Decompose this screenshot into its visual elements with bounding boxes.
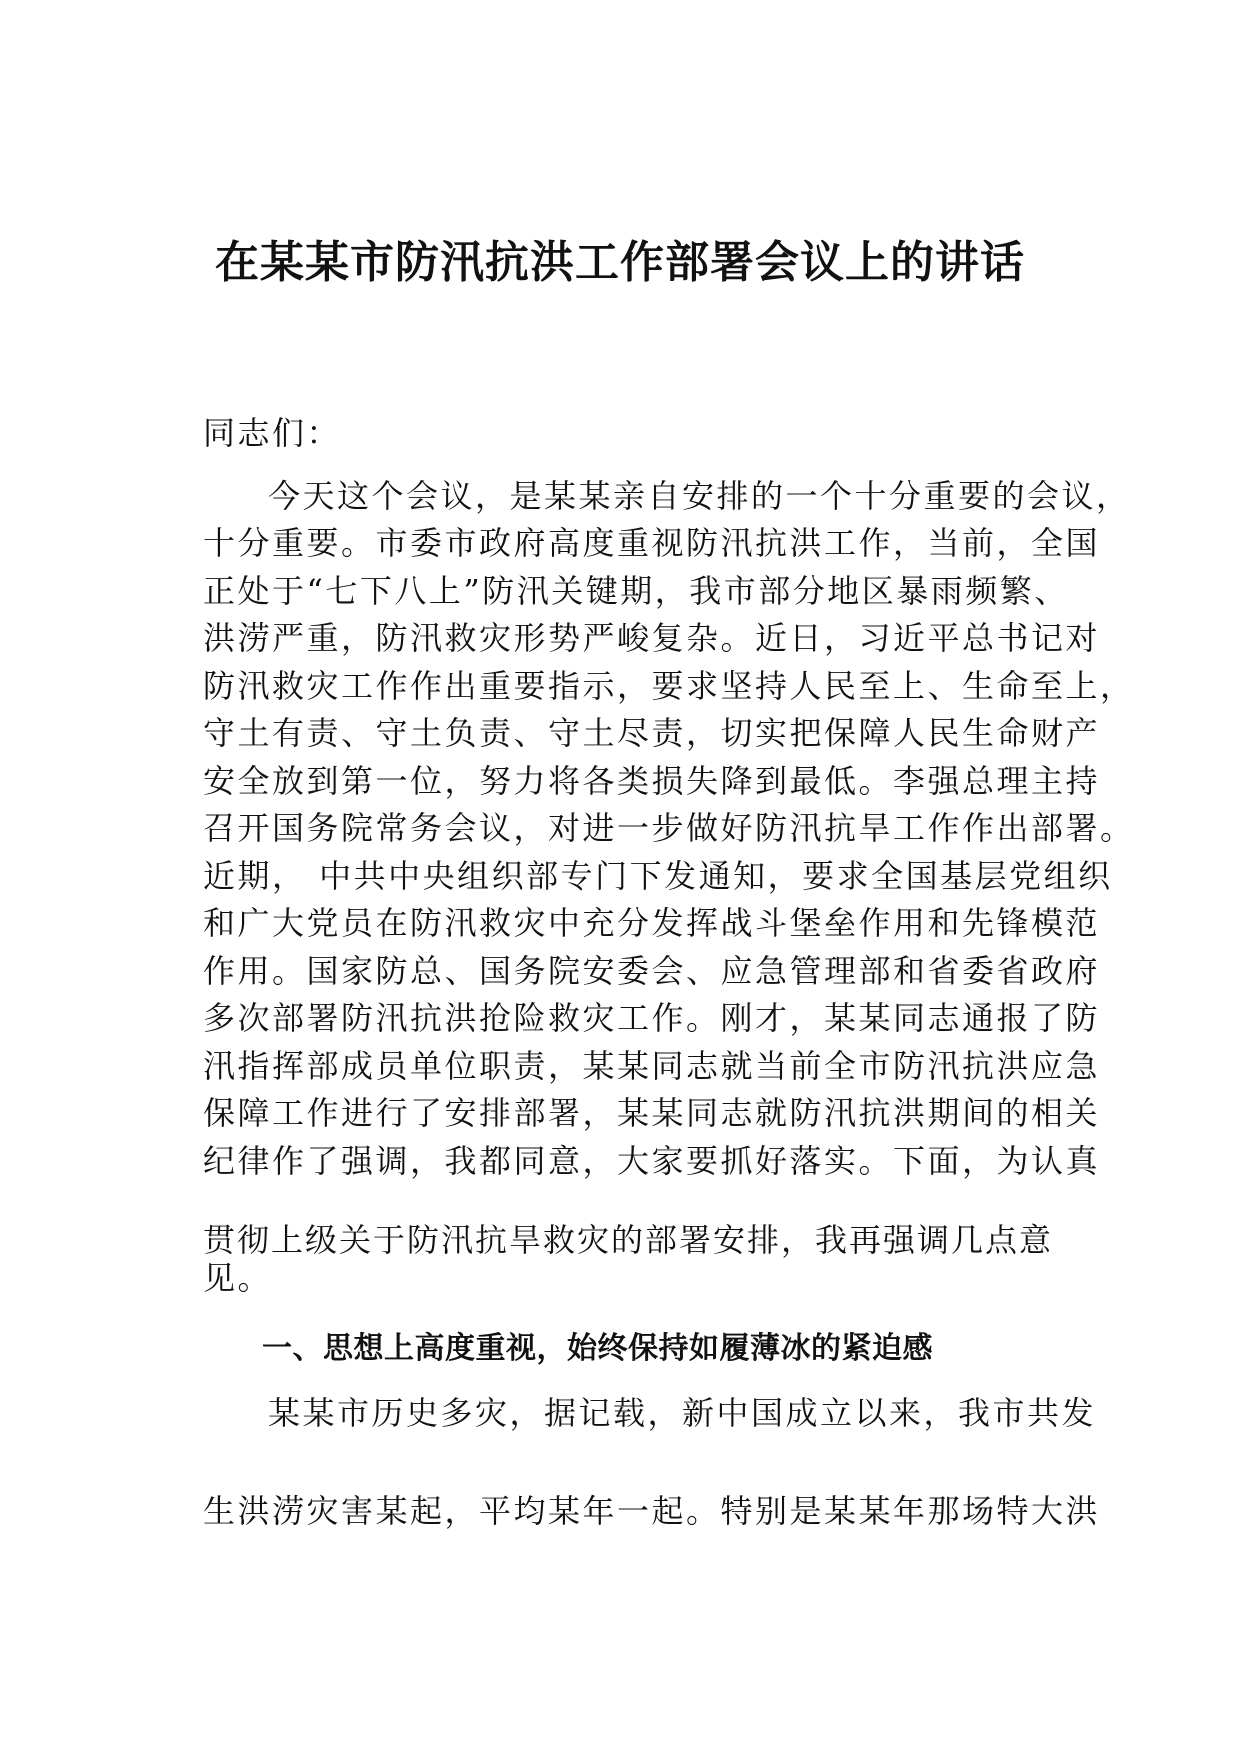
salutation: 同志们： [203,414,342,452]
paragraph-line: 生洪涝灾害某起，平均某年一起。特别是某某年那场特大洪 [203,1492,1101,1530]
paragraph-line: 某某市历史多灾，据记载，新中国成立以来，我市共发 [268,1394,1097,1432]
paragraph-line: 守土有责、守土负责、守土尽责，切实把保障人民生命财产 [203,714,1101,752]
paragraph-line: 贯彻上级关于防汛抗旱救灾的部署安排，我再强调几点意 [203,1221,1054,1259]
paragraph-line: 近期， 中共中央组织部专门下发通知，要求全国基层党组织 [203,857,1113,895]
paragraph-line: 保障工作进行了安排部署，某某同志就防汛抗洪期间的相关 [203,1094,1101,1132]
paragraph-line: 今天这个会议，是某某亲自安排的一个十分重要的会议， [268,477,1131,515]
paragraph-line: 正处于“七下八上”防汛关键期，我市部分地区暴雨频繁、 [203,572,1069,610]
paragraph-line: 汛指挥部成员单位职责，某某同志就当前全市防汛抗洪应急 [203,1047,1101,1085]
paragraph-line: 防汛救灾工作作出重要指示，要求坚持人民至上、生命至上， [203,667,1135,705]
section-heading: 一、思想上高度重视，始终保持如履薄冰的紧迫感 [262,1331,933,1366]
paragraph-line: 纪律作了强调，我都同意，大家要抓好落实。下面，为认真 [203,1142,1101,1180]
paragraph-line: 十分重要。市委市政府高度重视防汛抗洪工作，当前，全国 [203,524,1101,562]
paragraph-line: 召开国务院常务会议，对进一步做好防汛抗旱工作作出部署。 [203,809,1135,847]
paragraph-line: 作用。国家防总、国务院安委会、应急管理部和省委省政府 [203,952,1101,990]
paragraph-line: 洪涝严重，防汛救灾形势严峻复杂。近日，习近平总书记对 [203,619,1101,657]
paragraph-line: 见。 [203,1259,273,1297]
document-title: 在某某市防汛抗洪工作部署会议上的讲话 [215,237,1025,288]
paragraph-line: 安全放到第一位，努力将各类损失降到最低。李强总理主持 [203,762,1101,800]
paragraph-line: 多次部署防汛抗洪抢险救灾工作。刚才，某某同志通报了防 [203,999,1101,1037]
paragraph-line: 和广大党员在防汛救灾中充分发挥战斗堡垒作用和先锋模范 [203,904,1101,942]
